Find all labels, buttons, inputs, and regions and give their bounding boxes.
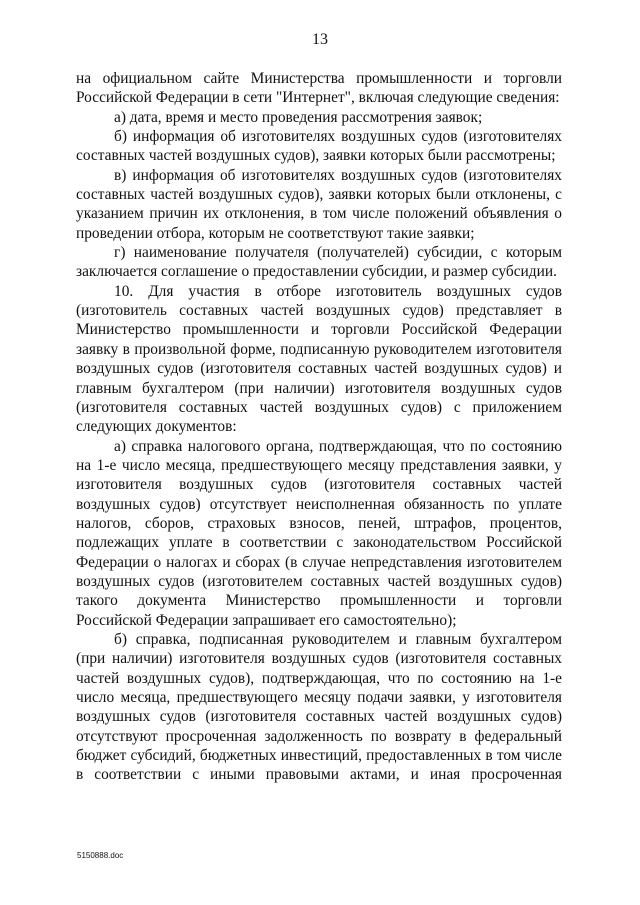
document-body (76, 69, 562, 785)
page-number: 13 (312, 31, 328, 48)
file-name-footer: 5150888.doc (77, 851, 124, 860)
list-item-b: б) информация об изготовителях воздушных судов (изготовителях составных частей воздушных судов), заявки которых были рассмотрены; (76, 128, 562, 165)
list-item-a: а) дата, время и место проведения рассмотрения заявок; (114, 108, 483, 126)
clause-10-item-b: б) справка, подписанная руководителем и главным бухгалтером (при наличии) изготовителя воздушных судов (изготовителя составных частей воздушных судов), подтверждающая, что по состоянию на 1-е число месяца, предшествующего месяцу подачи заявки, у изготовителя воздушных судов (изготовителя составных частей воздушных судов) отсутствуют просроченная задолженность по возврату в федеральный бюджет субсидий, бюджетных инвестиций, предоставленных в том числе в соответствии с иными правовыми актами, и иная просроченная (76, 630, 562, 784)
list-item-g: г) наименование получателя (получателей) субсидии, с которым заключается соглашение о предоставлении субсидии, и размер субсидии. (76, 244, 562, 281)
paragraph-intro: на официальном сайте Министерства промышленности и торговли Российской Федерации в сети "Интернет", включая следующие сведения: (76, 70, 562, 107)
clause-10: 10. Для участия в отборе изготовитель воздушных судов (изготовитель составных частей воздушных судов) представляет в Министерство промышленности и торговли Российской Федерации заявку в произвольной форме, подписанную руководителем изготовителя воздушных судов (изготовителя составных частей воздушных судов) и главным бухгалтером (при наличии) изготовителя воздушных судов (изготовителя составных частей воздушных судов) с приложением следующих документов: (76, 282, 562, 436)
clause-10-item-a: а) справка налогового органа, подтверждающая, что по состоянию на 1-е число месяца, предшествующего месяцу представления заявки, у изготовителя воздушных судов (изготовителя составных частей воздушных судов) отсутствует неисполненная обязанность по уплате налогов, сборов, страховых взносов, пеней, штрафов, процентов, подлежащих уплате в соответствии с законодательством Российской Федерации о налогах и сборах (в случае непредставления изготовителем воздушных судов (изготовителем составных частей воздушных судов) такого документа Министерство промышленности и торговли Российской Федерации запрашивает его самостоятельно); (76, 437, 562, 629)
list-item-v: в) информация об изготовителях воздушных судов (изготовителях составных частей воздушных судов), заявки которых были отклонены, с указанием причин их отклонения, в том числе положений объявления о проведении отбора, которым не соответствуют такие заявки; (76, 166, 562, 242)
